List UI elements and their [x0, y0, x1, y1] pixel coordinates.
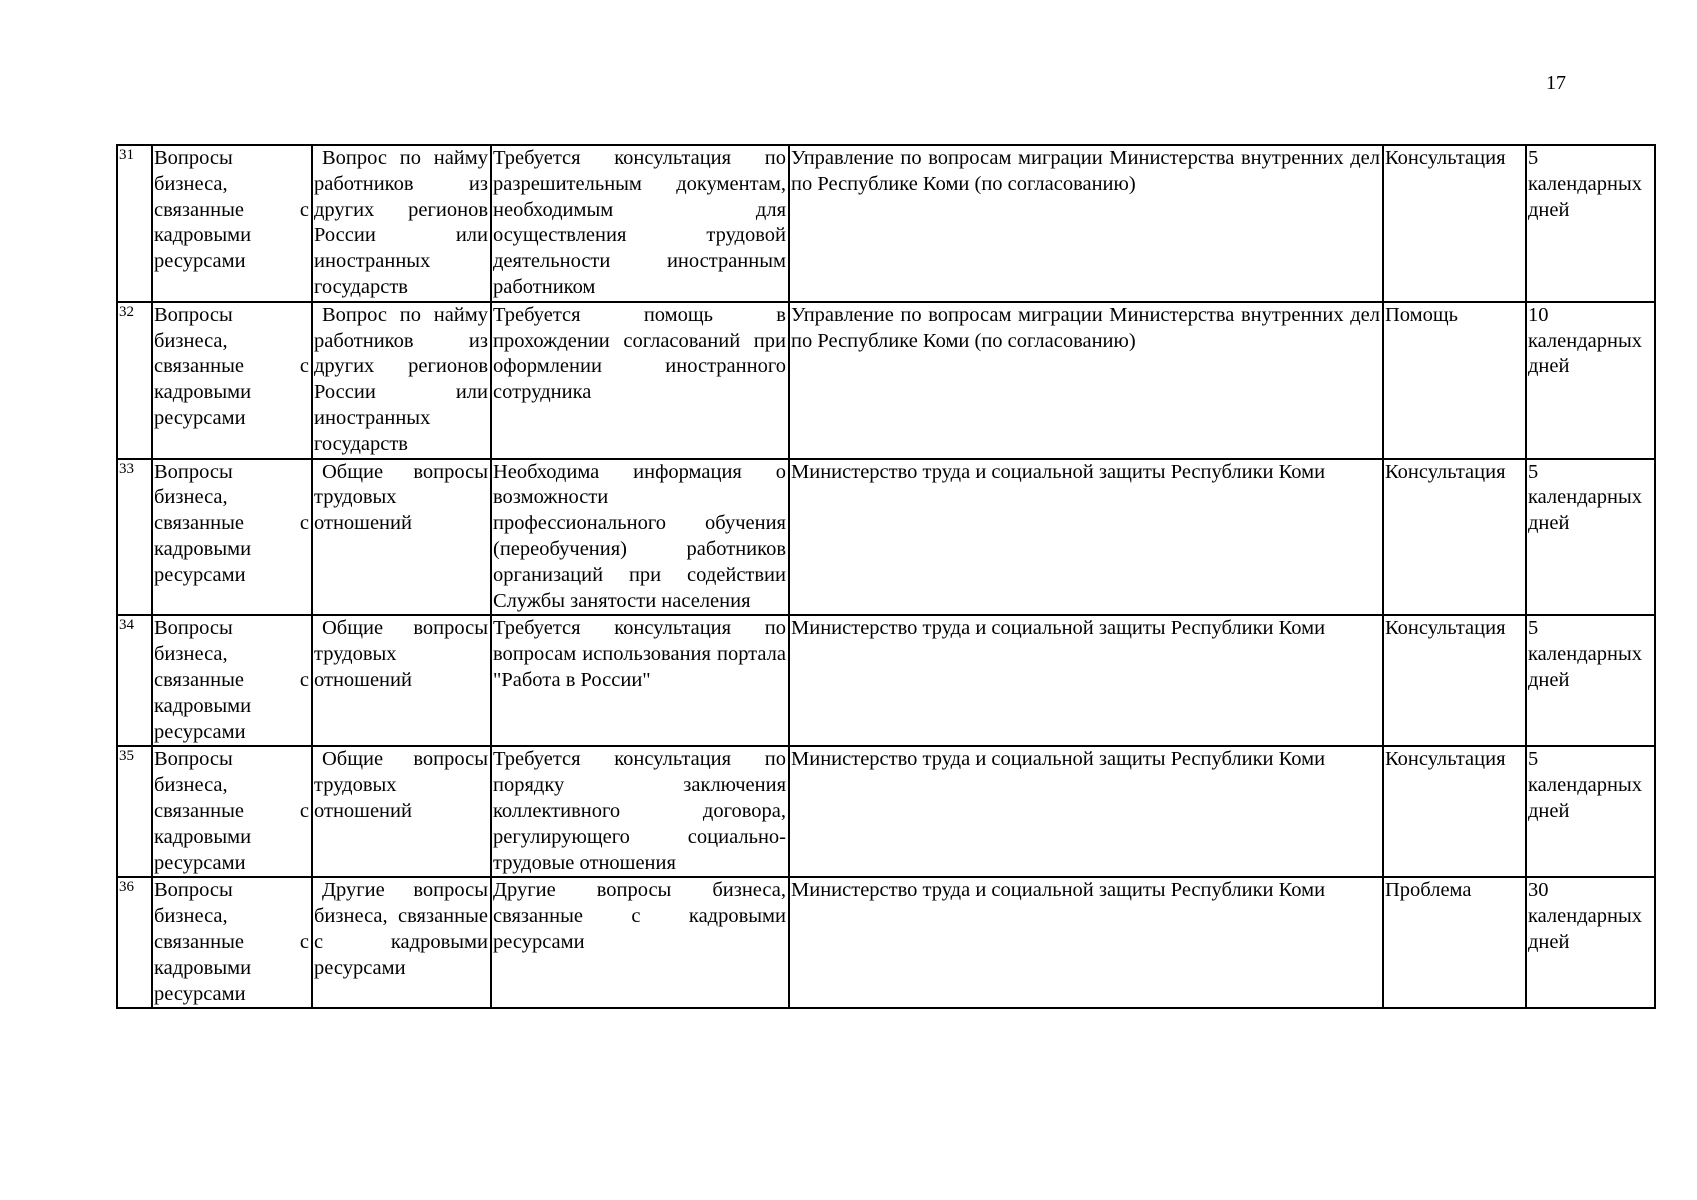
subcategory-cell: Вопрос по найму работников из других регионов России или иностранных государств — [312, 302, 491, 459]
row-number: 34 — [117, 615, 152, 746]
row-number: 31 — [117, 145, 152, 302]
subcategory-cell: Общие вопросы трудовых отношений — [312, 746, 491, 877]
category-cell: Вопросы бизнеса, связанные с кадровыми ресурсами — [152, 877, 312, 1008]
row-number: 33 — [117, 459, 152, 616]
table-row — [117, 302, 1655, 459]
description-cell: Требуется консультация по разрешительным документам, необходимым для осуществления трудовой деятельности иностранным работником — [491, 145, 789, 302]
subcategory-cell: Общие вопросы трудовых отношений — [312, 615, 491, 746]
requests-table — [116, 144, 1656, 1009]
subcategory-cell: Общие вопросы трудовых отношений — [312, 459, 491, 616]
agency-cell: Управление по вопросам миграции Министерства внутренних дел по Республике Коми (по согласованию) — [789, 302, 1383, 459]
category-cell: Вопросы бизнеса, связанные с кадровыми ресурсами — [152, 615, 312, 746]
subcategory-cell: Вопрос по найму работников из других регионов России или иностранных государств — [312, 145, 491, 302]
agency-cell: Министерство труда и социальной защиты Республики Коми — [789, 746, 1383, 877]
description-cell: Требуется консультация по порядку заключения коллективного договора, регулирующего социально-трудовые отношения — [491, 746, 789, 877]
description-cell: Требуется помощь в прохождении согласований при оформлении иностранного сотрудника — [491, 302, 789, 459]
category-cell: Вопросы бизнеса, связанные с кадровыми ресурсами — [152, 302, 312, 459]
row-number: 35 — [117, 746, 152, 877]
agency-cell: Министерство труда и социальной защиты Республики Коми — [789, 615, 1383, 746]
table-row — [117, 877, 1655, 1008]
table-row — [117, 145, 1655, 302]
table-row — [117, 746, 1655, 877]
term-cell: 10 календарных дней — [1526, 302, 1655, 459]
term-cell: 5 календарных дней — [1526, 615, 1655, 746]
agency-cell: Министерство труда и социальной защиты Республики Коми — [789, 877, 1383, 1008]
description-cell: Другие вопросы бизнеса, связанные с кадровыми ресурсами — [491, 877, 789, 1008]
category-cell: Вопросы бизнеса, связанные с кадровыми ресурсами — [152, 746, 312, 877]
description-cell: Требуется консультация по вопросам использования портала "Работа в России" — [491, 615, 789, 746]
request-type-cell: Консультация — [1383, 145, 1526, 302]
table-row — [117, 459, 1655, 616]
page-number: 17 — [1546, 72, 1566, 94]
category-cell: Вопросы бизнеса, связанные с кадровыми ресурсами — [152, 459, 312, 616]
term-cell: 5 календарных дней — [1526, 459, 1655, 616]
subcategory-cell: Другие вопросы бизнеса, связанные с кадровыми ресурсами — [312, 877, 491, 1008]
agency-cell: Управление по вопросам миграции Министерства внутренних дел по Республике Коми (по согласованию) — [789, 145, 1383, 302]
category-cell: Вопросы бизнеса, связанные с кадровыми ресурсами — [152, 145, 312, 302]
request-type-cell: Консультация — [1383, 615, 1526, 746]
row-number: 32 — [117, 302, 152, 459]
request-type-cell: Консультация — [1383, 746, 1526, 877]
request-type-cell: Консультация — [1383, 459, 1526, 616]
agency-cell: Министерство труда и социальной защиты Республики Коми — [789, 459, 1383, 616]
request-type-cell: Помощь — [1383, 302, 1526, 459]
request-type-cell: Проблема — [1383, 877, 1526, 1008]
table-row — [117, 615, 1655, 746]
term-cell: 5 календарных дней — [1526, 746, 1655, 877]
term-cell: 5 календарных дней — [1526, 145, 1655, 302]
row-number: 36 — [117, 877, 152, 1008]
term-cell: 30 календарных дней — [1526, 877, 1655, 1008]
description-cell: Необходима информация о возможности профессионального обучения (переобучения) работников организаций при содействии Службы занятости населения — [491, 459, 789, 616]
